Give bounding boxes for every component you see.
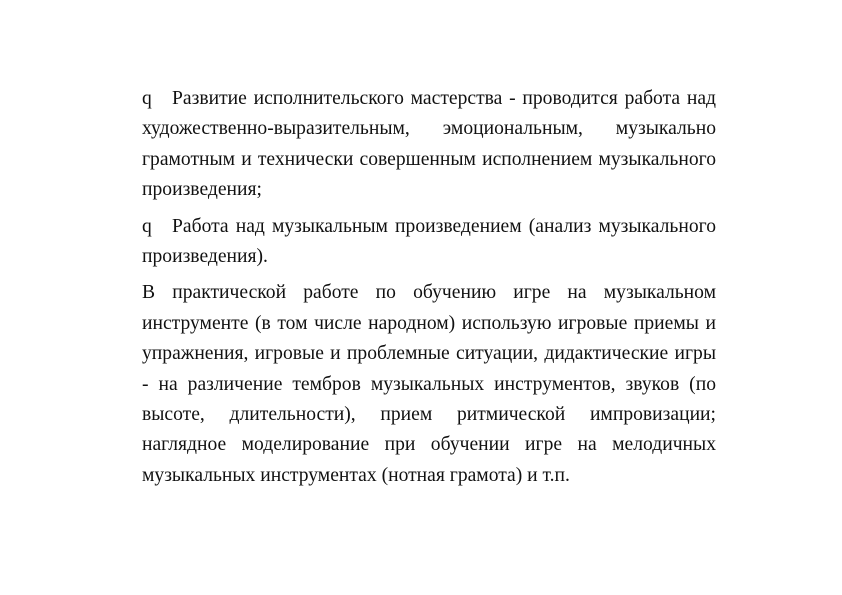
text-block xyxy=(142,84,716,497)
paragraph-work-on-piece xyxy=(142,212,716,273)
paragraph-text: В практической работе по обучению игре на музыкальном инструменте (в том числе народном) использую игровые приемы и упражнения, игровые и проблемные ситуации, дидактические игры - на различение тембров музыкальных инструментов, звуков (по высоте, длительности), прием ритмической импровизации; наглядное моделирование при обучении игре на мелодичных музыкальных инструментах (нотная грамота) и т.п. xyxy=(142,282,716,486)
bullet-marker: q xyxy=(142,88,152,109)
paragraph-text: Работа над музыкальным произведением (анализ музыкального произведения). xyxy=(142,215,716,268)
paragraph-text: Развитие исполнительского мастерства - проводится работа над художественно-выразительным, эмоциональным, музыкально грамотным и технически совершенным исполнением музыкального произведения; xyxy=(142,88,716,201)
bullet-marker: q xyxy=(142,215,152,237)
paragraph-performance-skills xyxy=(142,84,716,206)
paragraph-practical-work xyxy=(142,278,716,491)
